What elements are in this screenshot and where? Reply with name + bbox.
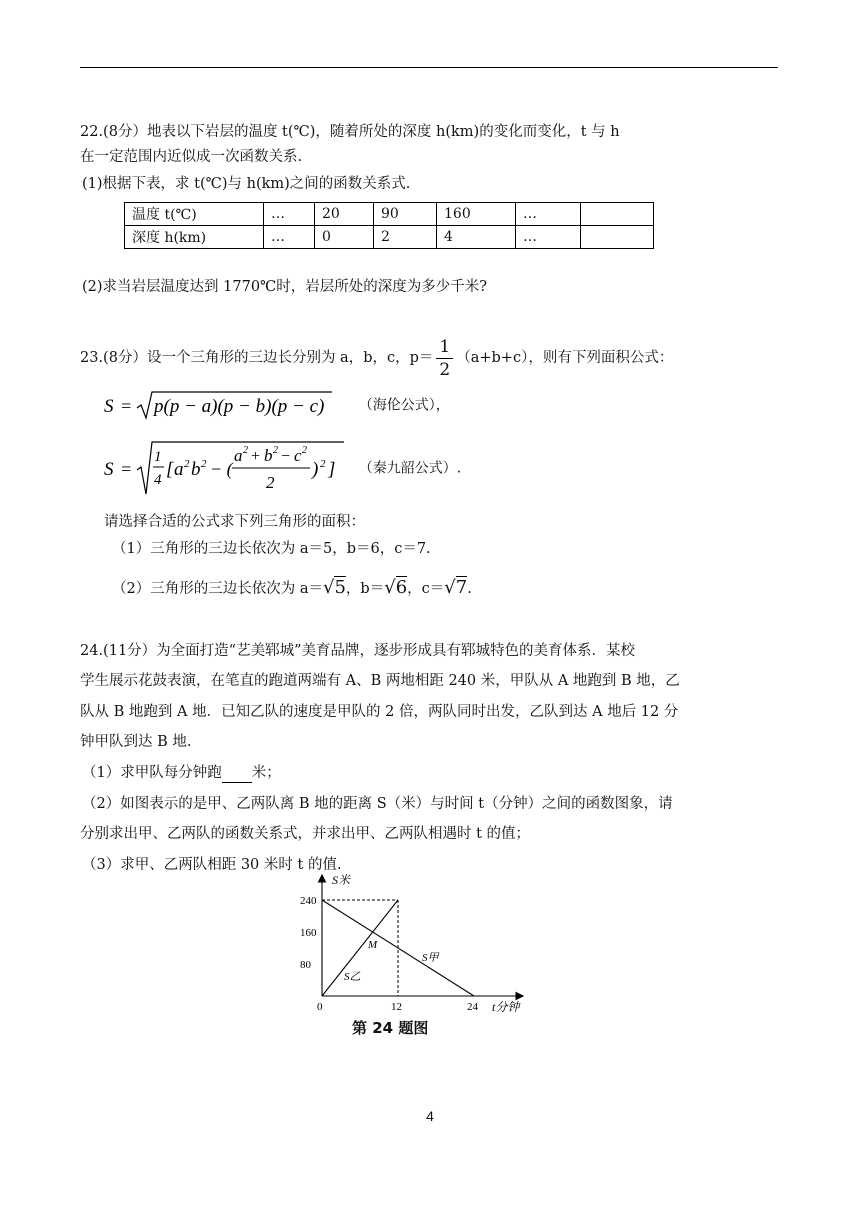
q23-part2-pre: （2）三角形的三边长依次为 a＝ <box>112 581 323 597</box>
table-row <box>125 203 654 226</box>
svg-text:a: a <box>234 446 243 465</box>
heron-formula <box>104 388 450 422</box>
q24-part1-pre: （1）求甲队每分钟跑 <box>82 765 222 781</box>
svg-text:=: = <box>120 396 133 416</box>
svg-text:b: b <box>264 446 273 465</box>
q24-graph <box>300 868 540 1018</box>
q22-line2: 在一定范围内近似成一次函数关系. <box>80 149 303 165</box>
y-axis-label: S米 <box>332 873 351 887</box>
q23-instruction: 请选择合适的公式求下列三角形的面积： <box>104 514 365 530</box>
table-cell: … <box>516 226 581 249</box>
heron-formula-graphic <box>104 388 354 422</box>
x-axis-label: t分钟 <box>492 1000 520 1014</box>
q22-part1: (1)根据下表，求 t(℃)与 h(km)之间的函数关系式. <box>82 176 411 192</box>
y-tick-label: 240 <box>300 895 317 907</box>
q23-line1-post: （a+b+c），则有下列面积公式： <box>456 350 674 366</box>
qin-note: （秦九韶公式）. <box>358 460 462 477</box>
table-cell: 2 <box>374 226 437 249</box>
q22-part2: (2)求当岩层温度达到 1770℃时，岩层所处的深度为多少千米? <box>82 279 488 295</box>
svg-text:+: + <box>250 448 261 465</box>
q23-line1-pre: 23.(8分）设一个三角形的三边长分别为 a，b，c，p＝ <box>80 350 434 366</box>
sqrt-a-value: 5 <box>334 577 346 598</box>
svg-text:− (: − ( <box>210 459 233 479</box>
q23-part1: （1）三角形的三边长依次为 a＝5，b＝6，c＝7. <box>112 541 431 557</box>
svg-text:1: 1 <box>154 449 162 465</box>
svg-text:2: 2 <box>184 458 190 470</box>
table-cell: … <box>264 226 315 249</box>
answer-blank[interactable] <box>222 768 252 783</box>
q24-line1: 24.(11分）为全面打造“艺美郓城”美育品牌，逐步形成具有郓城特色的美育体系．某校 <box>80 643 635 659</box>
svg-text:4: 4 <box>154 472 162 488</box>
table-cell: 4 <box>437 226 516 249</box>
table-cell <box>581 203 654 226</box>
table-cell: 温度 t(℃) <box>125 203 264 226</box>
svg-text:2: 2 <box>201 458 207 470</box>
x-tick-label: 24 <box>467 1001 478 1013</box>
series-yi-label: S乙 <box>344 971 361 983</box>
frac-denominator: 2 <box>439 359 451 380</box>
sqrt-b-value: 6 <box>395 577 408 598</box>
table-cell: 0 <box>315 226 374 249</box>
table-cell <box>581 226 654 249</box>
q24-part1-post: 米； <box>251 765 281 781</box>
svg-text:S: S <box>104 396 114 417</box>
header-rule <box>80 67 778 68</box>
svg-text:2: 2 <box>320 458 326 470</box>
svg-text:[: [ <box>166 459 174 480</box>
sqrt-b: √6 <box>384 577 408 598</box>
qin-formula-graphic <box>104 438 354 498</box>
series-jia-label: S甲 <box>422 952 439 964</box>
svg-text:S: S <box>104 459 114 480</box>
svg-text:=: = <box>120 459 133 479</box>
q22-line1: 22.(8分）地表以下岩层的温度 t(℃)，随着所处的深度 h(km)的变化而变化，t 与 h <box>80 124 620 140</box>
svg-text:−: − <box>280 448 291 465</box>
q23-part2-mid1: ，b＝ <box>345 581 385 597</box>
svg-text:]: ] <box>328 459 336 480</box>
qin-formula <box>104 438 461 498</box>
svg-text:2: 2 <box>243 445 248 456</box>
table-cell: 90 <box>374 203 437 226</box>
svg-text:2: 2 <box>273 445 278 456</box>
q22-table <box>124 202 654 249</box>
svg-text:2: 2 <box>302 445 307 456</box>
table-row <box>125 226 654 249</box>
sqrt-c-value: 7 <box>455 577 468 598</box>
q23-line1 <box>80 334 673 382</box>
table-cell: 20 <box>315 203 374 226</box>
heron-note: （海伦公式）， <box>358 397 450 414</box>
q23-part2 <box>112 573 472 604</box>
origin-label: 0 <box>317 1001 323 1013</box>
q23-part2-mid2: ，c＝ <box>407 581 445 597</box>
page-number: 4 <box>426 1108 434 1124</box>
svg-text:2: 2 <box>266 473 275 492</box>
svg-text:p(p − a)(p − b)(p − c): p(p − a)(p − b)(p − c) <box>154 396 325 417</box>
sqrt-a: √5 <box>322 577 346 598</box>
q24-part1 <box>82 763 281 783</box>
table-cell: 深度 h(km) <box>125 226 264 249</box>
q24-part3: （3）求甲、乙两队相距 30 米时 t 的值. <box>82 857 342 873</box>
y-tick-label: 80 <box>300 959 311 971</box>
frac-numerator: 1 <box>436 336 453 359</box>
q24-line3: 队从 B 地跑到 A 地．已知乙队的速度是甲队的 2 倍，两队同时出发，乙队到达 A 地后 12 分 <box>80 704 679 720</box>
table-cell: … <box>516 203 581 226</box>
sqrt-c: √7 <box>444 577 468 598</box>
figure-caption: 第 24 题图 <box>352 1019 429 1037</box>
svg-text:a: a <box>174 459 184 480</box>
table-cell: … <box>264 203 315 226</box>
svg-text:): ) <box>312 459 319 480</box>
svg-text:b: b <box>191 459 201 480</box>
half-fraction <box>436 336 453 381</box>
table-cell: 160 <box>437 203 516 226</box>
q24-line4: 钟甲队到达 B 地. <box>80 734 192 750</box>
x-tick-label: 12 <box>391 1001 402 1013</box>
q24-part2b: 分别求出甲、乙两队的函数关系式，并求出甲、乙两队相遇时 t 的值； <box>80 826 531 842</box>
q24-part2a: （2）如图表示的是甲、乙两队离 B 地的距离 S（米）与时间 t（分钟）之间的函数图象，请 <box>82 796 673 812</box>
q23-part2-end: . <box>467 581 472 597</box>
y-tick-label: 160 <box>300 927 317 939</box>
point-m-label: M <box>368 939 378 951</box>
graph-marks <box>300 895 479 1013</box>
q24-line2: 学生展示花鼓表演，在笔直的跑道两端有 A、B 两地相距 240 米，甲队从 A 地跑到 B 地，乙 <box>80 673 680 689</box>
svg-text:c: c <box>294 446 302 465</box>
